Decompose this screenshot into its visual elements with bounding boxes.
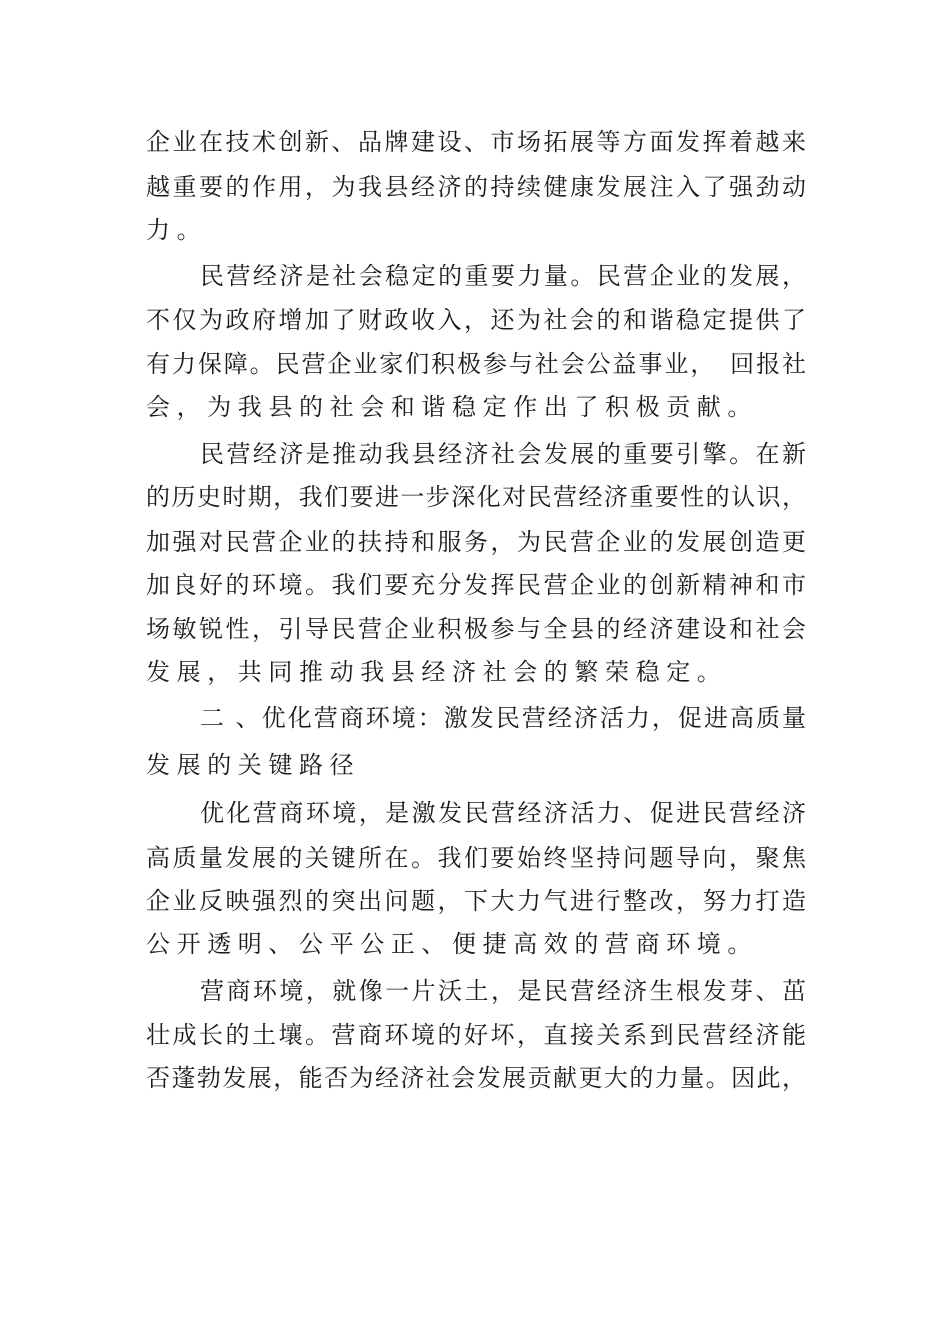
text-line: 营商环境，就像一片沃土，是民营经济生根发芽、茁	[200, 977, 806, 1005]
text-line: 加强对民营企业的扶持和服务，为民营企业的发展创造更	[146, 528, 806, 556]
text-line: 壮成长的土壤。营商环境的好坏，直接关系到民营经济能	[146, 1021, 806, 1049]
text-line: 的历史时期，我们要进一步深化对民营经济重要性的认识，	[146, 483, 806, 511]
heading-line: 发展的关键路径	[146, 751, 361, 779]
text-line: 发展，共同推动我县经济社会的繁荣稳定。	[146, 658, 728, 686]
heading-line: 二 、优化营商环境：激发民营经济活力，促进高质量	[200, 704, 806, 732]
text-line: 民营经济是推动我县经济社会发展的重要引擎。在新	[200, 440, 806, 468]
text-line: 企业反映强烈的突出问题，下大力气进行整改，努力打造	[146, 887, 806, 915]
text-line: 有力保障。民营企业家们积极参与社会公益事业， 回报社	[146, 350, 806, 378]
text-line: 场敏锐性，引导民营企业积极参与全县的经济建设和社会	[146, 615, 806, 643]
text-line: 民营经济是社会稳定的重要力量。民营企业的发展，	[200, 262, 806, 290]
text-line: 越重要的作用，为我县经济的持续健康发展注入了强劲动	[146, 173, 806, 201]
text-line: 公开透明、公平公正、便捷高效的营商环境。	[146, 930, 758, 958]
text-line: 企业在技术创新、品牌建设、市场拓展等方面发挥着越来	[146, 128, 806, 156]
text-line: 加良好的环境。我们要充分发挥民营企业的创新精神和市	[146, 571, 806, 599]
text-line: 会，为我县的社会和谐稳定作出了积极贡献。	[146, 393, 758, 421]
text-line: 高质量发展的关键所在。我们要始终坚持问题导向，聚焦	[146, 844, 806, 872]
text-line: 力。	[146, 216, 208, 244]
text-line: 优化营商环境，是激发民营经济活力、促进民营经济	[200, 799, 806, 827]
text-line: 否蓬勃发展，能否为经济社会发展贡献更大的力量。因此，	[146, 1064, 806, 1092]
text-line: 不仅为政府增加了财政收入，还为社会的和谐稳定提供了	[146, 306, 806, 334]
